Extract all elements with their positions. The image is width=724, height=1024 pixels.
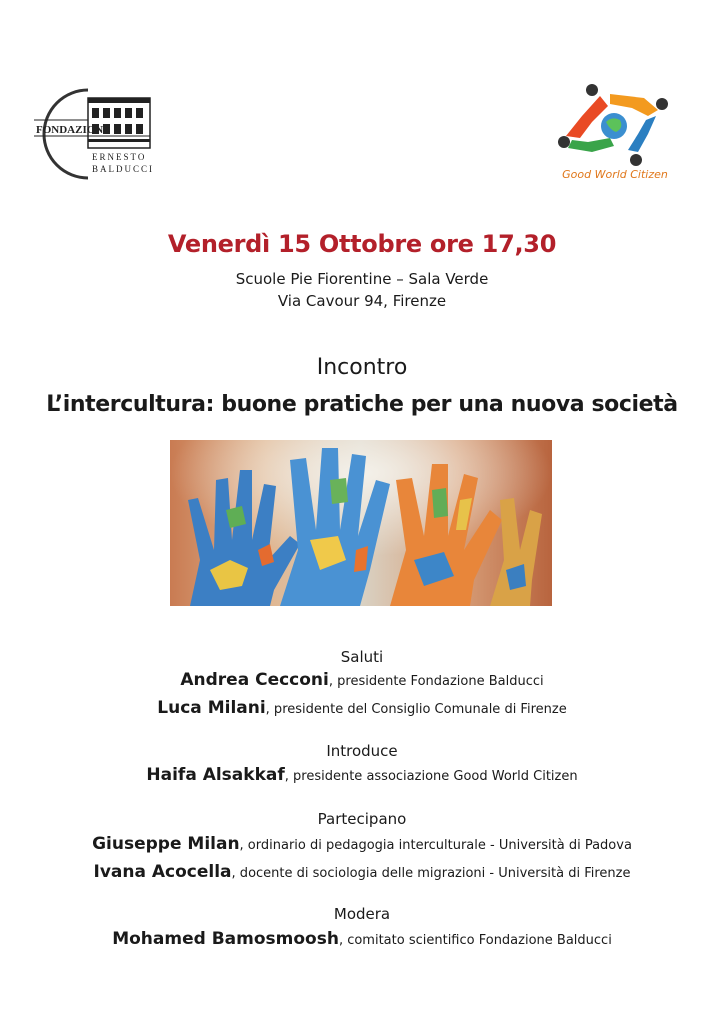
event-venue: Scuole Pie Fiorentine – Sala Verde: [235, 270, 489, 288]
fondazione-balducci-logo: [30, 84, 154, 184]
speaker-name: Luca Milani: [157, 698, 266, 718]
speaker-name: Andrea Cecconi: [180, 670, 329, 690]
globe-people-icon: [552, 82, 678, 168]
speaker-role: , presidente associazione Good World Citizen: [284, 769, 578, 784]
section-introduce-label: Introduce: [326, 742, 398, 760]
speaker-name: Haifa Alsakkaf: [146, 765, 285, 785]
svg-text:BALDUCCI: BALDUCCI: [92, 164, 154, 174]
section-modera-label: Modera: [333, 905, 391, 923]
svg-text:FONDAZIONE: FONDAZIONE: [36, 124, 111, 136]
speaker-giuseppe-milan: [0, 834, 724, 854]
svg-text:ERNESTO: ERNESTO: [92, 152, 147, 162]
speaker-luca-milani: [0, 698, 724, 718]
speaker-role: , comitato scientifico Fondazione Balducci: [338, 933, 612, 948]
section-saluti-label: Saluti: [340, 648, 384, 666]
building-icon: [30, 84, 154, 184]
speaker-role: , docente di sociologia delle migrazioni - Università di Firenze: [231, 866, 631, 881]
speaker-andrea-cecconi: [0, 670, 724, 690]
event-type: Incontro: [316, 355, 408, 380]
speaker-name: Ivana Acocella: [93, 862, 232, 882]
good-world-citizen-text: Good World Citizen: [562, 168, 668, 181]
speaker-haifa-alsakkaf: [0, 765, 724, 785]
section-partecipano-label: Partecipano: [317, 810, 407, 828]
speaker-mohamed-bamosmoosh: [0, 929, 724, 949]
painted-hands-world-map-image: [170, 440, 552, 606]
event-address: Via Cavour 94, Firenze: [277, 292, 447, 310]
speaker-name: Giuseppe Milan: [92, 834, 240, 854]
speaker-role: , presidente del Consiglio Comunale di Firenze: [265, 702, 567, 717]
speaker-role: , presidente Fondazione Balducci: [328, 674, 544, 689]
speaker-role: , ordinario di pedagogia interculturale - Università di Padova: [239, 838, 632, 853]
good-world-citizen-logo: [552, 82, 678, 182]
speaker-name: Mohamed Bamosmoosh: [112, 929, 339, 949]
event-date: Venerdì 15 Ottobre ore 17,30: [167, 230, 557, 258]
event-title: L’intercultura: buone pratiche per una nuova società: [46, 392, 678, 417]
speaker-ivana-acocella: [0, 862, 724, 882]
